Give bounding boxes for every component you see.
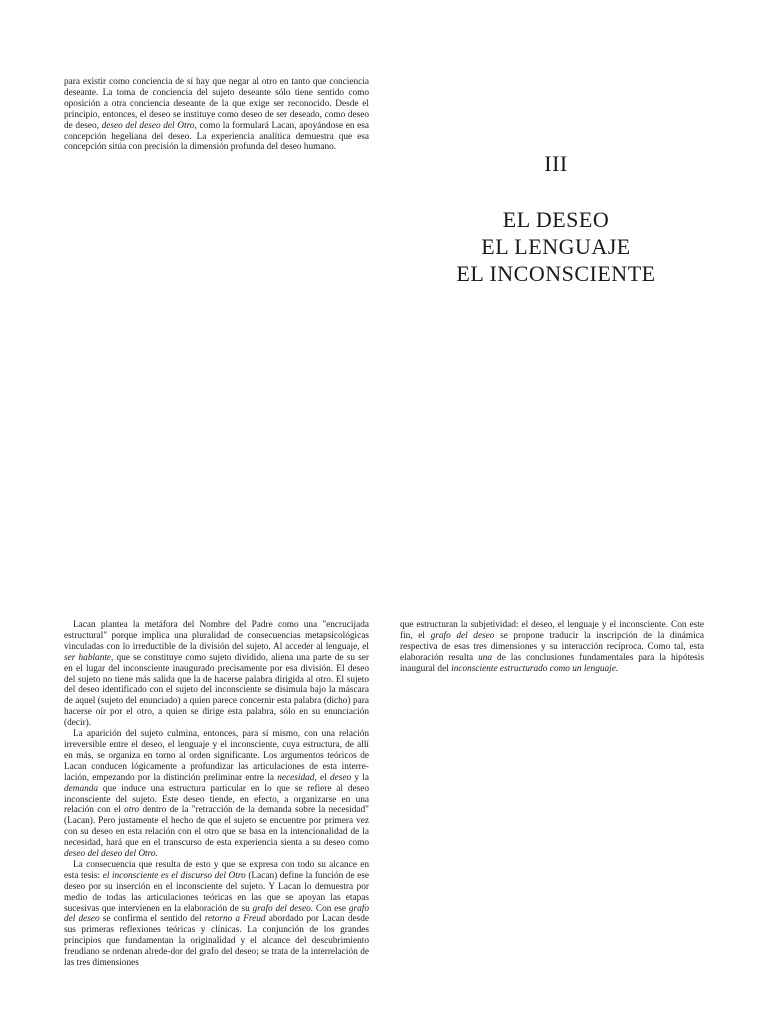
top-left-text-column [64,77,369,153]
bottom-right-text-column [400,620,704,675]
paragraph: La consecuencia que resulta de esto y que se expresa con todo su alcance en esta tesis: el inconsciente es el discurso del Otro (Lacan) define la función de ese deseo por su inserción en el inconsciente del sujeto. Y Lacan lo demuestra por medio de todas las articulaciones teóricas en las que se apoyan las etapas sucesivas que intervienen en la elaboración de su grafo del deseo. Con ese grafo del deseo se confirma el sentido del retorno a Freud abordado por Lacan desde sus primeras reflexiones teóricas y clínicas. La conjunción de los grandes principios que fundamentan la originalidad y el alcance del descubrimiento freudiano se ordenan alrede-dor del grafo del deseo; se trata de la interrelación de las tres dimensiones [64,859,370,969]
paragraph: La aparición del sujeto culmina, entonces, para sí mismo, con una relación irreversible entre el deseo, el lenguaje y el inconsciente, cuya estructura, de allí en más, se organiza en torno al orden significante. Los argumentos teóricos de Lacan conducen lógicamente a profundizar las articulaciones de esta interre-lación, empezando por la distinción preliminar entre la necesidad, el deseo y la demanda que induce una estructura particular en lo que se refiere al deseo inconsciente del sujeto. Este deseo tiende, en efecto, a organizarse en una relación con el otro dentro de la "retracción de la demanda sobre la necesidad" (Lacan). Pero justamente el hecho de que el sujeto se encuentre por primera vez con su deseo en esta relación con el otro que se basa en la intencionalidad de la necesidad, hará que en el transcurso de esta experiencia sienta a su deseo como deseo del deseo del Otro. [64,729,369,860]
chapter-title-line-3: EL INCONSCIENTE [456,261,656,286]
chapter-heading [400,150,712,287]
chapter-title-line-2: EL LENGUAJE [481,234,631,259]
bottom-left-text-column [64,620,369,969]
paragraph: Lacan plantea la metáfora del Nombre del Padre como una "encrucijada estructural" porque implica una pluralidad de consecuencias metapsicológicas vinculadas con lo irreductible de la división del sujeto. Al acceder al lenguaje, el ser hablante, que se constituye como sujeto dividido, aliena una parte de su ser en el lugar del inconsciente inaugurado precisamente por esa división. El deseo del sujeto no tiene más salida que la de hacerse palabra dirigida al otro. El sujeto del deseo identificado con el sujeto del inconsciente se disimula bajo la máscara de aquel (sujeto del enunciado) a quien parece concernir esta palabra (dicho) para hacerse oír por el otro, a quien se dirige esta palabra, sólo en su enunciación (decir). [64,620,369,729]
paragraph: para existir como conciencia de sí hay que negar al otro en tanto que conciencia deseante. La toma de conciencia del sujeto deseante sólo tiene sentido como oposición a otra conciencia deseante de la que exige ser reconocido. Desde el principio, entonces, el deseo se instituye como deseo de ser deseado, como deseo de deseo, deseo del deseo del Otro, como la formulará Lacan, apoyándose en esa concepción hegeliana del deseo. La experiencia analítica demuestra que esa concepción sitúa con precisión la dimensión profunda del deseo humano. [64,77,370,153]
chapter-title-line-1: EL DESEO [502,207,610,232]
paragraph: que estructuran la subjetividad: el deseo, el lenguaje y el inconsciente. Con este fin, el grafo del deseo se propone traducir la inscripción de la dinámica respectiva de esas tres dimensiones y su interacción recíproca. Como tal, esta elaboración resulta una de las conclusiones fundamentales para la hipótesis inaugural del inconsciente estructurado como un lenguaje. [400,620,705,674]
chapter-number: III [544,151,568,176]
